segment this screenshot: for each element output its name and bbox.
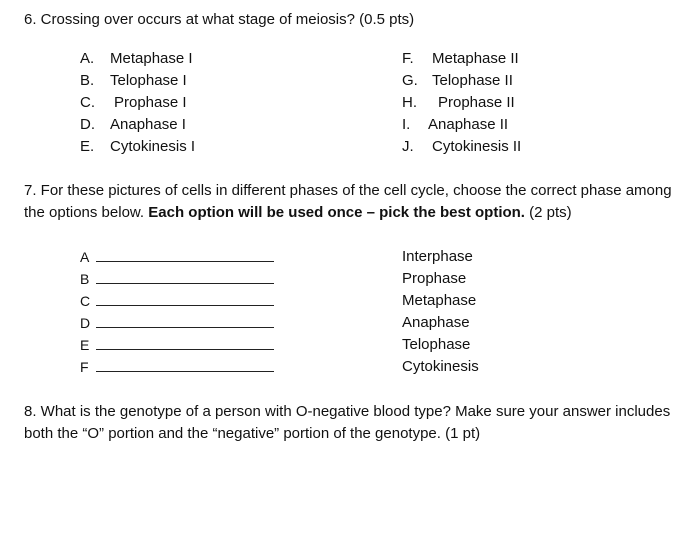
question-8-text: 8. What is the genotype of a person with O-negative blood type? Make sure your answer includes both the “O” portion and the “negative” portion of the genotype. (1 pt): [24, 403, 671, 442]
answer-blank-c[interactable]: [80, 290, 94, 312]
phase-option: Interphase: [402, 248, 473, 265]
blank-letter: B: [80, 271, 90, 287]
question-7-points: (2 pts): [524, 204, 572, 221]
answer-blank-e[interactable]: [80, 334, 94, 356]
q6-option-d: [80, 114, 186, 136]
option-letter: B.: [80, 72, 95, 89]
option-label: Cytokinesis II: [432, 138, 522, 155]
option-letter: J.: [402, 138, 414, 155]
q6-option-h: [402, 92, 515, 114]
phase-option: Telophase: [402, 336, 471, 353]
blank-line[interactable]: [96, 349, 274, 350]
q6-option-i: [402, 114, 508, 136]
option-label: Metaphase I: [110, 50, 193, 67]
phase-option: Prophase: [402, 270, 467, 287]
blank-letter: F: [80, 359, 89, 375]
question-7-text: [24, 180, 694, 224]
q6-option-g: [402, 70, 513, 92]
q6-option-j: [402, 136, 521, 158]
option-letter: G.: [402, 72, 418, 89]
option-label: Telophase II: [432, 72, 513, 89]
phase-option: Metaphase: [402, 292, 477, 309]
option-letter: F.: [402, 50, 414, 67]
q6-option-e: [80, 136, 195, 158]
q6-option-b: [80, 70, 187, 92]
phase-option: Cytokinesis: [402, 358, 479, 375]
question-7-emphasis: Each option will be used once – pick the best option.: [148, 204, 525, 221]
option-label: Prophase II: [438, 94, 515, 111]
blank-letter: C: [80, 293, 91, 309]
phase-option: Anaphase: [402, 314, 470, 331]
option-letter: E.: [80, 138, 95, 155]
option-letter: H.: [402, 94, 417, 111]
option-label: Anaphase II: [428, 116, 509, 133]
answer-blank-f[interactable]: [80, 356, 94, 378]
answer-blank-d[interactable]: [80, 312, 94, 334]
option-label: Cytokinesis I: [110, 138, 196, 155]
blank-line[interactable]: [96, 305, 274, 306]
blank-letter: E: [80, 337, 90, 353]
blank-line[interactable]: [96, 261, 274, 262]
answer-blank-a[interactable]: [80, 246, 94, 268]
q6-option-f: [402, 48, 519, 70]
question-6-text: 6. Crossing over occurs at what stage of meiosis? (0.5 pts): [24, 11, 415, 28]
option-label: Anaphase I: [110, 116, 186, 133]
option-label: Prophase I: [114, 94, 187, 111]
option-letter: D.: [80, 116, 95, 133]
option-label: Telophase I: [110, 72, 187, 89]
option-letter: A.: [80, 50, 95, 67]
option-letter: C.: [80, 94, 95, 111]
blank-line[interactable]: [96, 371, 274, 372]
option-label: Metaphase II: [432, 50, 519, 67]
blank-line[interactable]: [96, 283, 274, 284]
q6-option-a: [80, 48, 193, 70]
blank-line[interactable]: [96, 327, 274, 328]
question-7-lead: 7. For these pictures of cells in different phases of the cell cycle, choose the correct phase among the options below.: [24, 182, 672, 221]
q6-option-c: [80, 92, 187, 114]
answer-blank-b[interactable]: [80, 268, 94, 290]
blank-letter: A: [80, 249, 90, 265]
blank-letter: D: [80, 315, 91, 331]
option-letter: I.: [402, 116, 411, 133]
